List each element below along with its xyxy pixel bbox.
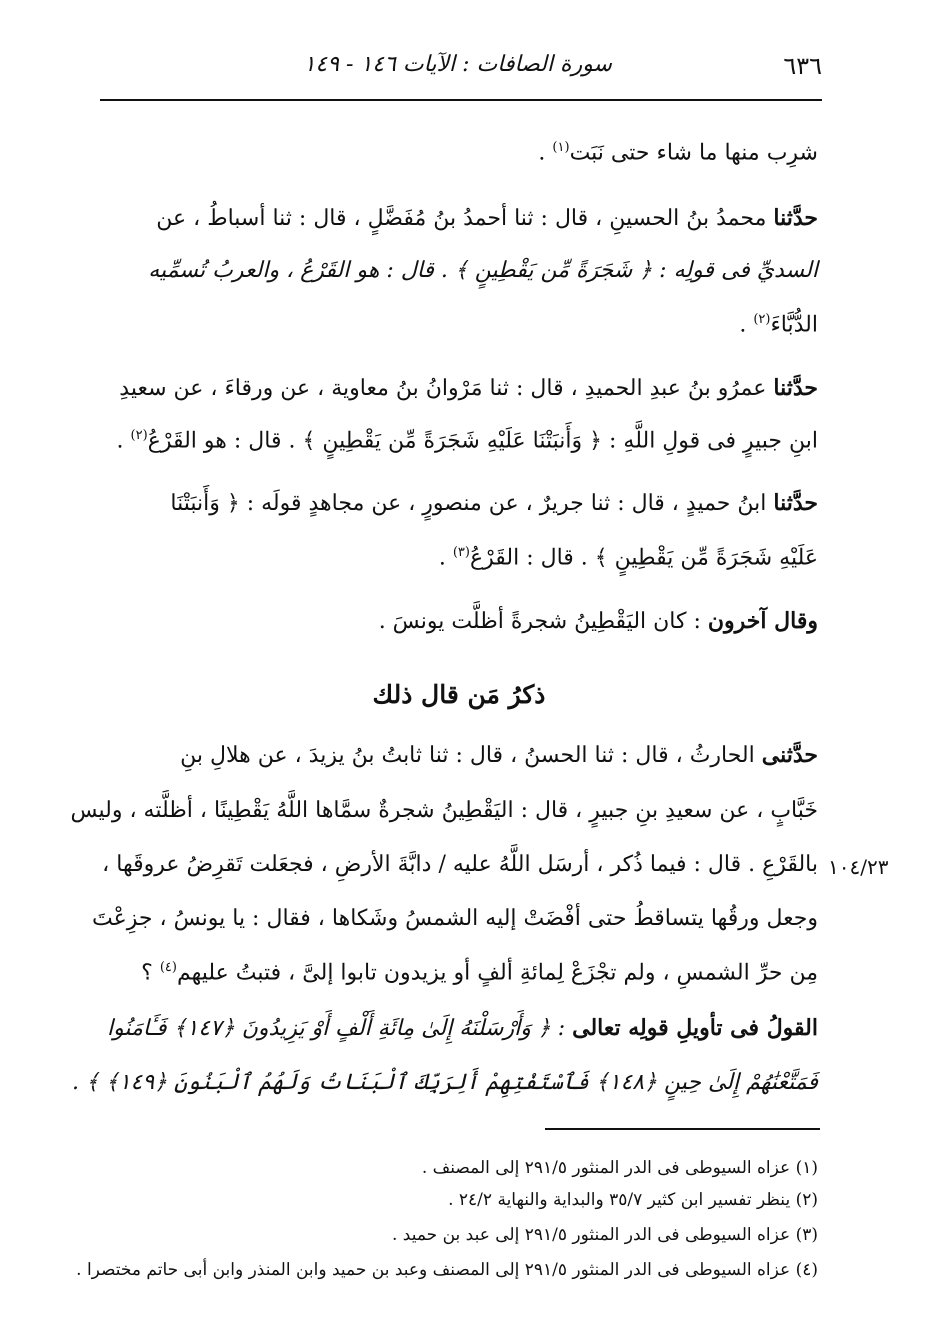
margin-reference: ١٠٤/٢٣ [828,855,889,879]
text-line: وقال آخرون : كان اليَقْطِينُ شجرةً أظلَّت يونسَ . [378,608,818,634]
text-line: فَمَتَّعْنَٰهُمْ إِلَىٰ حِينٍ ﴿١٤٨﴾ فَٱسْتَفْتِهِمْ أَلِرَبِّكَ ٱلْبَنَاتُ وَلَهُمُ ٱلْبَنُونَ ﴿١٤٩﴾ ﴾ . [71,1070,818,1095]
text-line: الدُّبَّاءَ$^{(٢)}$ . [739,312,818,338]
chain-keyword: حدَّثنى [761,742,818,768]
page-number: ٦٣٦ [783,52,822,80]
text-line: عَلَيْهِ شَجَرَةً مِّن يَقْطِينٍ ﴾ . قال : القَرْعُ$^{(٣)}$ . [438,545,818,571]
text-line: بالقَرْعِ . قال : فيما ذُكر ، أرسَل اللَّهُ عليه / دابَّةَ الأرضِ ، فجعَلت تَقرِضُ عروقَها ، [102,852,818,877]
text-line: ابنِ جبيرٍ فى قولِ اللَّهِ : ﴿ وَأَنبَتْنَا عَلَيْهِ شَجَرَةً مِّن يَقْطِينٍ ﴾ . قال : هو القَرْعُ$^{(٢)}$ . [116,428,818,454]
text-line: القولُ فى تأويلِ قولِه تعالى : ﴿ وَأَرْسَلْنَهُ إِلَىٰ مِائَةِ أَلْفٍ أَوْ يَزِيدُونَ ﴿١٤٧﴾ فَـَٔامَنُوا [106,1015,818,1041]
text-line: وجعل ورقُها يتساقطُ حتى أفْضَتْ إليه الشمسُ وشَكاها ، فقال : يا يونسُ ، جزِعْتَ [92,906,818,931]
text-line: حدَّثنا محمدُ بنُ الحسينِ ، قال : ثنا أحمدُ بنُ مُفَضَّلٍ ، قال : ثنا أسباطُ ، عن [156,205,818,231]
chain-keyword: وقال آخرون [707,608,818,634]
text-line: شرِب منها ما شاء حتى نَبَت$^{(١)}$ . [538,140,818,166]
page-header [100,52,822,92]
section-heading: ذكرُ مَن قال ذلك [372,680,546,709]
text-line: السديِّ فى قولِه : ﴿ شَجَرَةً مِّن يَقْطِينٍ ﴾ . قال : هو القَرْعُ ، والعربُ تُسمِّيه [148,258,818,283]
footnote: (٤) عزاه السيوطى فى الدر المنثور ٢٩١/٥ إلى المصنف وعبد بن حميد وابن المنذر وابن أبى حاتم مختصرا . [76,1260,818,1280]
chain-keyword: حدَّثنا [773,375,818,401]
header-rule [100,99,822,101]
text-line: حدَّثنى الحارثُ ، قال : ثنا الحسنُ ، قال : ثنا ثابتُ بنُ يزيدَ ، عن هلالِ بنِ [180,742,818,768]
running-title: سورة الصافات : الآيات ١٤٦ - ١٤٩ [303,52,612,77]
text-line: خَبَّابٍ ، عن سعيدِ بنِ جبيرٍ ، قال : اليَقْطِينُ شجرةٌ سمَّاها اللَّهُ يَقْطِينًا ، أظلَّته ، وليس [70,798,818,823]
chain-keyword: حدَّثنا [773,490,818,516]
text-line: حدَّثنا ابنُ حميدٍ ، قال : ثنا جريرٌ ، عن منصورٍ ، عن مجاهدٍ قولَه : ﴿ وَأَنبَتْنَا [170,490,818,516]
footnote-rule [545,1128,820,1130]
footnote: (٣) عزاه السيوطى فى الدر المنثور ٢٩١/٥ إلى عبد بن حميد . [391,1225,818,1245]
section-keyword: القولُ فى تأويلِ قولِه تعالى [572,1015,818,1041]
text-line: مِن حرِّ الشمسِ ، ولم تجْزَعْ لِمائةِ ألفٍ أو يزيدون تابوا إلىَّ ، فتبتُ عليهم$^{(٤)}$ ؟ [141,960,818,986]
footnote: (٢) ينظر تفسير ابن كثير ٣٥/٧ والبداية والنهاية ٢٤/٢ . [448,1190,818,1210]
footnote: (١) عزاه السيوطى فى الدر المنثور ٢٩١/٥ إلى المصنف . [421,1158,818,1178]
chain-keyword: حدَّثنا [773,205,818,231]
text-line: حدَّثنا عمرُو بنُ عبدِ الحميدِ ، قال : ثنا مَرْوانُ بنُ معاوية ، عن ورقاءَ ، عن سعيدِ [119,375,818,401]
